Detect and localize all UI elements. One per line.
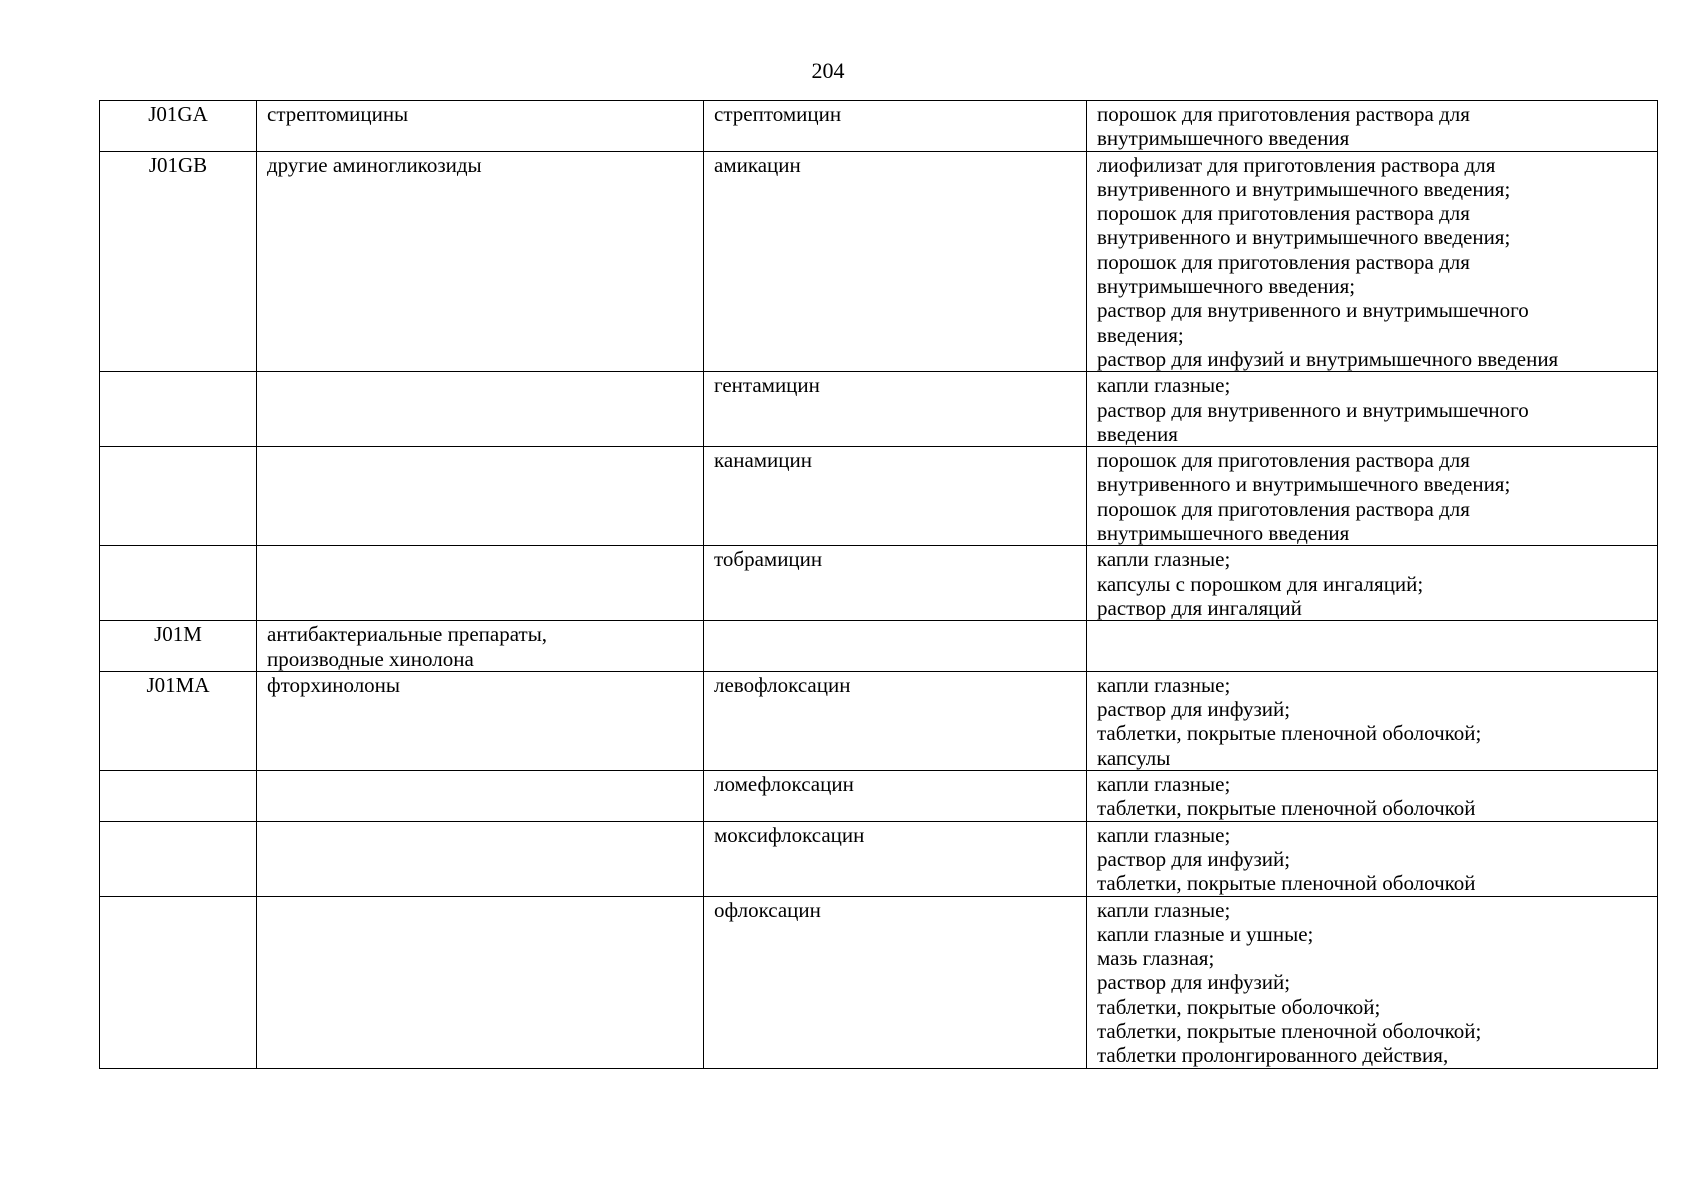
dosage-form-line: порошок для приготовления раствора для	[1097, 496, 1470, 521]
table-body	[100, 101, 1658, 1069]
drug-name-cell: тобрамицин	[704, 546, 1087, 621]
drug-name-cell	[704, 621, 1087, 672]
dosage-form-cell	[1087, 771, 1658, 822]
dosage-form-line: порошок для приготовления раствора для	[1097, 102, 1470, 126]
drug-name-cell: амикацин	[704, 151, 1087, 372]
page-number: 204	[811, 58, 845, 83]
dosage-form-line: внутримышечного введения	[1097, 126, 1350, 151]
dosage-form-line: капсулы	[1097, 745, 1171, 770]
dosage-form-line: внутримышечного введения;	[1097, 274, 1356, 299]
drug-name-cell: стрептомицин	[704, 101, 1087, 152]
group-line: стрептомицины	[267, 102, 409, 126]
dosage-form-cell	[1087, 896, 1658, 1068]
dosage-form-line: введения;	[1097, 322, 1184, 347]
group-line: другие аминогликозиды	[267, 152, 482, 177]
dosage-form-line: таблетки пролонгированного действия,	[1097, 1043, 1449, 1068]
dosage-form-line: порошок для приготовления раствора для	[1097, 448, 1470, 473]
atc-code-cell	[100, 447, 257, 546]
dosage-form-line: таблетки, покрытые пленочной оболочкой;	[1097, 721, 1482, 746]
atc-code-cell	[100, 821, 257, 896]
atc-code-cell	[100, 896, 257, 1068]
dosage-form-line: раствор для инфузий и внутримышечного введения	[1097, 346, 1559, 371]
dosage-form-cell	[1087, 447, 1658, 546]
table-row	[100, 771, 1658, 822]
dosage-form-line: раствор для ингаляций	[1097, 595, 1302, 620]
atc-code-cell: J01M	[100, 621, 257, 672]
atc-code-cell: J01MA	[100, 671, 257, 770]
dosage-form-line: таблетки, покрытые пленочной оболочкой;	[1097, 1018, 1482, 1043]
pharmacological-group-cell	[257, 101, 704, 152]
atc-code-cell: J01GA	[100, 101, 257, 152]
table-row	[100, 151, 1658, 372]
pharmacological-group-cell	[257, 546, 704, 621]
group-line: фторхинолоны	[267, 672, 401, 697]
group-line: антибактериальные препараты,	[267, 622, 548, 647]
dosage-form-cell	[1087, 151, 1658, 372]
drug-name-cell: ломефлоксацин	[704, 771, 1087, 822]
dosage-form-line: капли глазные;	[1097, 672, 1231, 697]
drug-name-cell: левофлоксацин	[704, 671, 1087, 770]
atc-code-cell	[100, 372, 257, 447]
dosage-form-line: внутримышечного введения	[1097, 521, 1350, 546]
dosage-form-cell	[1087, 621, 1658, 672]
drug-name-cell: канамицин	[704, 447, 1087, 546]
table-row	[100, 546, 1658, 621]
dosage-form-line: капли глазные;	[1097, 547, 1231, 572]
dosage-form-line: таблетки, покрытые пленочной оболочкой	[1097, 796, 1476, 821]
dosage-form-cell	[1087, 671, 1658, 770]
dosage-form-line: капсулы с порошком для ингаляций;	[1097, 571, 1424, 596]
drug-name-cell: офлоксацин	[704, 896, 1087, 1068]
drug-table	[99, 100, 1658, 1069]
dosage-form-line: внутривенного и внутримышечного введения;	[1097, 176, 1511, 201]
pharmacological-group-cell	[257, 372, 704, 447]
dosage-form-line: таблетки, покрытые оболочкой;	[1097, 994, 1381, 1019]
dosage-form-line: раствор для внутривенного и внутримышечного	[1097, 298, 1529, 323]
dosage-form-cell	[1087, 101, 1658, 152]
dosage-form-line: раствор для инфузий;	[1097, 697, 1291, 722]
dosage-form-line: капли глазные;	[1097, 897, 1231, 922]
dosage-form-line: капли глазные;	[1097, 373, 1231, 398]
table-row	[100, 101, 1658, 152]
dosage-form-cell	[1087, 546, 1658, 621]
dosage-form-line: капли глазные и ушные;	[1097, 921, 1314, 946]
atc-code-cell	[100, 546, 257, 621]
dosage-form-line: раствор для инфузий;	[1097, 846, 1291, 871]
dosage-form-line: внутривенного и внутримышечного введения;	[1097, 225, 1511, 250]
pharmacological-group-cell	[257, 151, 704, 372]
dosage-form-line: порошок для приготовления раствора для	[1097, 201, 1470, 226]
dosage-form-line: раствор для внутривенного и внутримышечного	[1097, 397, 1529, 422]
table-row	[100, 447, 1658, 546]
dosage-form-line: раствор для инфузий;	[1097, 970, 1291, 995]
dosage-form-line: порошок для приготовления раствора для	[1097, 249, 1470, 274]
dosage-form-line: лиофилизат для приготовления раствора для	[1097, 152, 1496, 177]
dosage-form-line: капли глазные;	[1097, 822, 1231, 847]
dosage-form-line: внутривенного и внутримышечного введения;	[1097, 472, 1511, 497]
table-row	[100, 671, 1658, 770]
pharmacological-group-cell	[257, 821, 704, 896]
atc-code-cell: J01GB	[100, 151, 257, 372]
pharmacological-group-cell	[257, 621, 704, 672]
dosage-form-cell	[1087, 821, 1658, 896]
pharmacological-group-cell	[257, 896, 704, 1068]
atc-code-cell	[100, 771, 257, 822]
dosage-form-line: капли глазные;	[1097, 772, 1231, 797]
group-line: производные хинолона	[267, 646, 474, 671]
table-row	[100, 372, 1658, 447]
dosage-form-cell	[1087, 372, 1658, 447]
pharmacological-group-cell	[257, 771, 704, 822]
table-row	[100, 896, 1658, 1068]
drug-name-cell: гентамицин	[704, 372, 1087, 447]
dosage-form-line: введения	[1097, 421, 1178, 446]
drug-name-cell: моксифлоксацин	[704, 821, 1087, 896]
table-row	[100, 821, 1658, 896]
table-row	[100, 621, 1658, 672]
pharmacological-group-cell	[257, 447, 704, 546]
dosage-form-line: таблетки, покрытые пленочной оболочкой	[1097, 871, 1476, 896]
pharmacological-group-cell	[257, 671, 704, 770]
dosage-form-line: мазь глазная;	[1097, 946, 1215, 971]
